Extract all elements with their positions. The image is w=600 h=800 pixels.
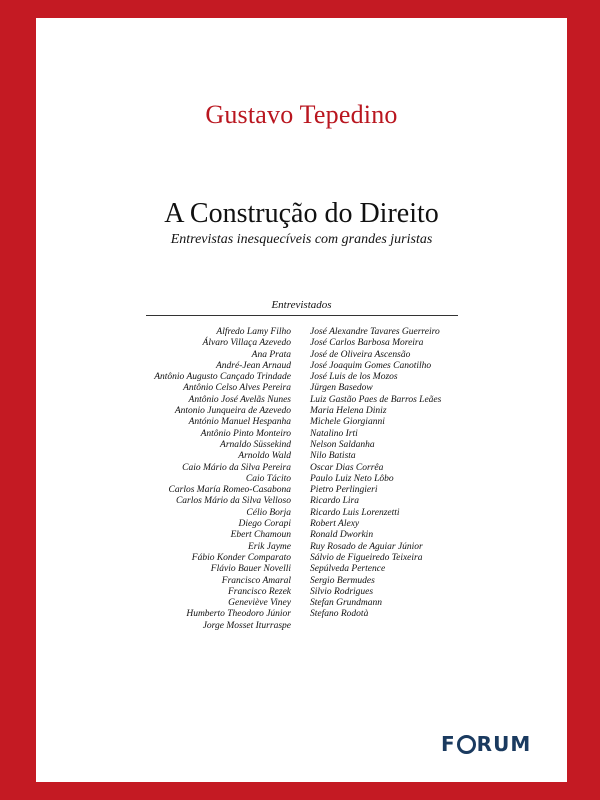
interviewee-name: Arnaldo Süssekind [220,439,291,450]
interviewee-name: Ana Prata [251,349,291,360]
interviewee-name: Sergio Bermudes [310,575,375,586]
book-subtitle: Entrevistas inesquecíveis com grandes juristas [170,232,433,247]
interviewee-name: Geneviève Viney [228,598,291,609]
interviewee-name: Flávio Bauer Novelli [210,564,291,575]
interviewees-list-right [310,327,441,621]
interviewee-name: Jorge Mosset Iturraspe [202,620,291,631]
interviewee-name: António Manuel Hespanha [188,417,291,428]
interviewee-name: Natalino Irti [310,428,358,439]
interviewee-name: Nilo Batista [310,451,356,462]
interviewee-name: André-Jean Arnaud [215,360,291,371]
interviewee-name: Francisco Amaral [221,575,291,586]
author-name: Gustavo Tepedino [205,100,398,129]
interviewee-name: Robert Alexy [310,519,360,530]
interviewee-name: Jürgen Basedow [310,383,373,394]
interviewee-name: Stefano Rodotà [310,609,369,620]
interviewee-name: Antônio José Avelãs Nunes [188,394,291,405]
interviewee-name: Maria Helena Diniz [310,406,387,417]
interviewee-name: Luiz Gastão Paes de Barros Leães [310,394,442,405]
book-title: A Construção do Direito [164,198,439,229]
interviewee-name: Alfredo Lamy Filho [216,327,291,337]
book-cover [36,18,567,782]
interviewee-name: Antônio Augusto Cançado Trindade [154,372,291,383]
interviewees-list-left [154,327,291,632]
interviewee-name: José Carlos Barbosa Moreira [310,338,424,349]
interviewee-name: Ricardo Lira [310,496,359,507]
interviewee-name: Antonio Junqueira de Azevedo [174,406,291,417]
interviewee-name: Oscar Dias Corrêa [310,462,384,473]
interviewee-name: Carlos María Romeo-Casabona [168,485,291,496]
interviewee-name: Stefan Grundmann [310,598,383,609]
interviewee-name: Fábio Konder Comparato [191,552,291,563]
logo-letters-rum: RUM [476,732,532,756]
interviewee-name: Erik Jayme [248,541,291,552]
interviewee-name: Sálvio de Figueiredo Teixeira [310,552,423,563]
publisher-logo [441,732,541,756]
interviewee-name: Francisco Rezek [227,586,291,597]
interviewee-name: Ronald Dworkin [310,530,374,541]
interviewee-name: José Joaquim Gomes Canotilho [310,360,432,371]
interviewee-name: Silvio Rodrigues [310,586,374,597]
interviewee-name: Michele Giorgianni [310,417,385,428]
logo-letter-f: F [441,732,456,756]
interviewees-heading: Entrevistados [271,299,332,311]
interviewee-name: José de Oliveira Ascensão [310,349,411,360]
interviewee-name: Antônio Celso Alves Pereira [183,383,291,394]
interviewee-name: Diego Corapi [238,519,291,530]
interviewee-name: Ebert Chamoun [230,530,291,541]
interviewee-name: Sepúlveda Pertence [310,564,386,575]
interviewee-name: Ricardo Luis Lorenzetti [310,507,400,518]
interviewee-name: Pietro Perlingieri [310,485,378,496]
interviewee-name: Paulo Luiz Neto Lôbo [310,473,394,484]
interviewee-name: Antônio Pinto Monteiro [200,428,291,439]
interviewee-name: Ruy Rosado de Aguiar Júnior [310,541,423,552]
interviewee-name: José Alexandre Tavares Guerreiro [310,327,440,337]
interviewee-name: Carlos Mário da Silva Velloso [175,496,291,507]
interviewee-name: Álvaro Villaça Azevedo [202,338,291,349]
interviewee-name: Caio Mário da Silva Pereira [182,462,291,473]
interviewee-name: Nelson Saldanha [310,439,375,450]
interviewee-name: Humberto Theodoro Júnior [186,609,291,620]
interviewee-name: Caio Tácito [245,473,291,484]
logo-ring-icon [457,735,476,754]
interviewee-name: Arnoldo Wald [238,451,291,462]
interviewee-name: José Luis de los Mozos [310,372,398,383]
interviewee-name: Célio Borja [246,507,291,518]
heading-divider [146,315,458,316]
